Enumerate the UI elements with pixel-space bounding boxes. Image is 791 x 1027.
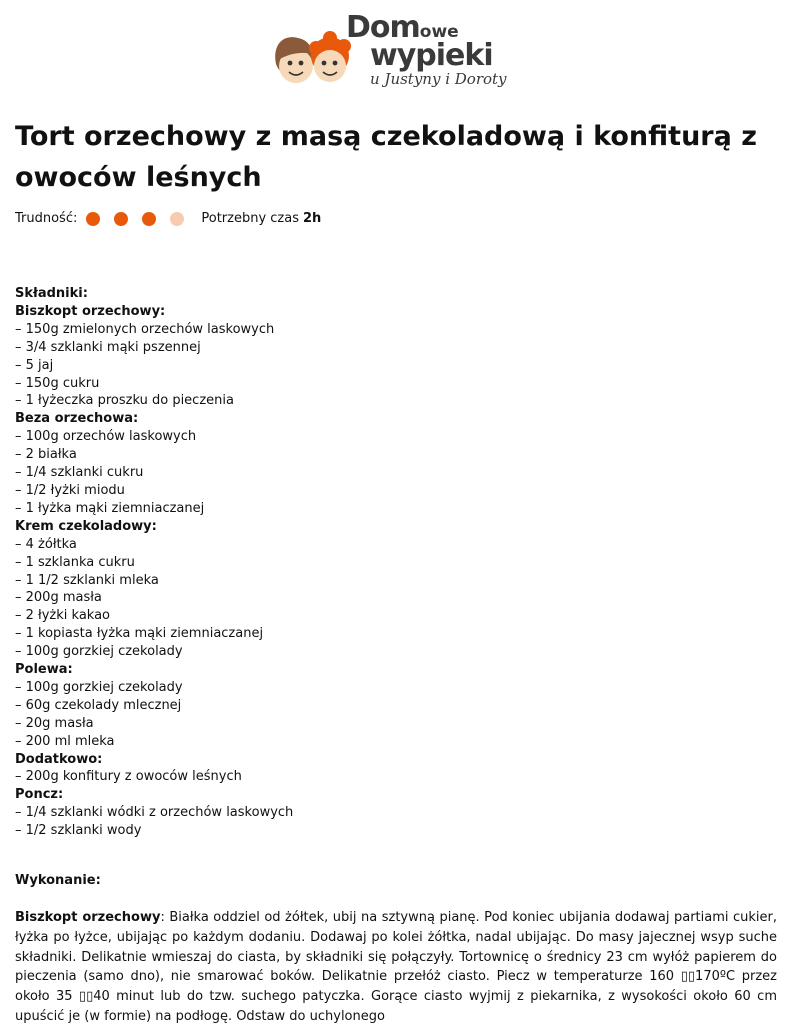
difficulty-rating	[86, 212, 198, 226]
ingredient-item: – 200g konfitury z owoców leśnych	[15, 769, 242, 785]
biszkopt-label: Biszkopt orzechowy	[15, 910, 161, 925]
ingredient-section-heading: Beza orzechowa:	[15, 411, 139, 427]
difficulty-dot-empty	[170, 212, 184, 226]
logo-text-line3: u Justyny i Doroty	[370, 70, 507, 88]
ingredient-item: – 1/2 łyżki miodu	[15, 482, 125, 498]
ingredient-section-heading: Krem czekoladowy:	[15, 518, 157, 534]
ingredient-item: – 2 łyżki kakao	[15, 608, 111, 624]
ingredient-item: – 100g orzechów laskowych	[15, 429, 197, 445]
time-value: 2h	[302, 211, 322, 226]
ingredient-section-heading: Biszkopt orzechowy:	[15, 303, 166, 319]
ingredients-list	[15, 285, 293, 840]
ingredient-item: – 60g czekolady mlecznej	[15, 697, 182, 713]
ingredient-item: – 4 żółtka	[15, 536, 77, 552]
ingredient-item: – 200 ml mleka	[15, 733, 115, 749]
ingredient-item: – 1 szklanka cukru	[15, 554, 135, 570]
logo-text-line1: Domowe	[346, 10, 459, 45]
ingredient-section-heading: Polewa:	[15, 662, 73, 678]
ingredient-item: – 1 kopiasta łyżka mąki ziemniaczanej	[15, 626, 264, 642]
instructions-paragraph	[15, 908, 777, 1027]
instructions-heading: Wykonanie:	[15, 873, 101, 888]
ingredient-item: – 2 białka	[15, 447, 77, 463]
ingredient-item: – 150g cukru	[15, 375, 100, 391]
ingredient-section-heading: Dodatkowo:	[15, 751, 103, 767]
ingredient-section-heading: Składniki:	[15, 286, 88, 301]
ingredient-item: – 100g gorzkiej czekolady	[15, 679, 183, 695]
ingredient-item: – 20g masła	[15, 715, 94, 731]
site-logo[interactable]	[270, 8, 530, 100]
difficulty-dot-filled	[86, 212, 100, 226]
difficulty-label: Trudność:	[15, 211, 78, 226]
difficulty-dot-filled	[142, 212, 156, 226]
ingredient-item: – 5 jaj	[15, 357, 54, 373]
ingredient-item: – 100g gorzkiej czekolady	[15, 644, 183, 660]
ingredient-item: – 1 łyżka mąki ziemniaczanej	[15, 500, 205, 516]
logo-text-line2: wypieki	[370, 38, 493, 73]
ingredient-item: – 150g zmielonych orzechów laskowych	[15, 321, 275, 337]
ingredient-item: – 1/4 szklanki cukru	[15, 465, 144, 481]
time-label: Potrzebny czas	[201, 211, 299, 226]
ingredient-item: – 1 łyżeczka proszku do pieczenia	[15, 393, 234, 409]
ingredient-item: – 200g masła	[15, 590, 102, 606]
recipe-meta	[15, 211, 321, 226]
ingredient-item: – 1 1/2 szklanki mleka	[15, 572, 159, 588]
recipe-title: Tort orzechowy z masą czekoladową i konfiturą z owoców leśnych	[15, 121, 757, 193]
ingredient-section-heading: Poncz:	[15, 787, 64, 803]
ingredient-item: – 1/2 szklanki wody	[15, 823, 142, 839]
difficulty-dot-filled	[114, 212, 128, 226]
ingredient-item: – 1/4 szklanki wódki z orzechów laskowych	[15, 805, 294, 821]
biszkopt-text: : Białka oddziel od żółtek, ubij na sztywną pianę. Pod koniec ubijania dodawaj partiami cukier, łyżka po łyżce, ubijając po każdym dodaniu. Dodawaj po kolei żółtka, nadal ubijając. Do masy jajecznej wsyp suche składniki. Delikatnie wmieszaj do ciasta, by składniki się połączyły. Tortownicę o średnicy 23 cm wyłóż papierem do pieczenia (samo dno), nie smarować boków. Delikatnie przełóż ciasto. Piecz w temperaturze 160 ▯▯170ºC przez około 35 ▯▯40 minut lub do tzw. suchego patyczka. Gorące ciasto wyjmij z piekarnika, z wysokości około 60 cm upuścić je (w formie) na podłogę. Odstaw do uchylonego	[15, 910, 778, 1024]
ingredient-item: – 3/4 szklanki mąki pszennej	[15, 339, 201, 355]
